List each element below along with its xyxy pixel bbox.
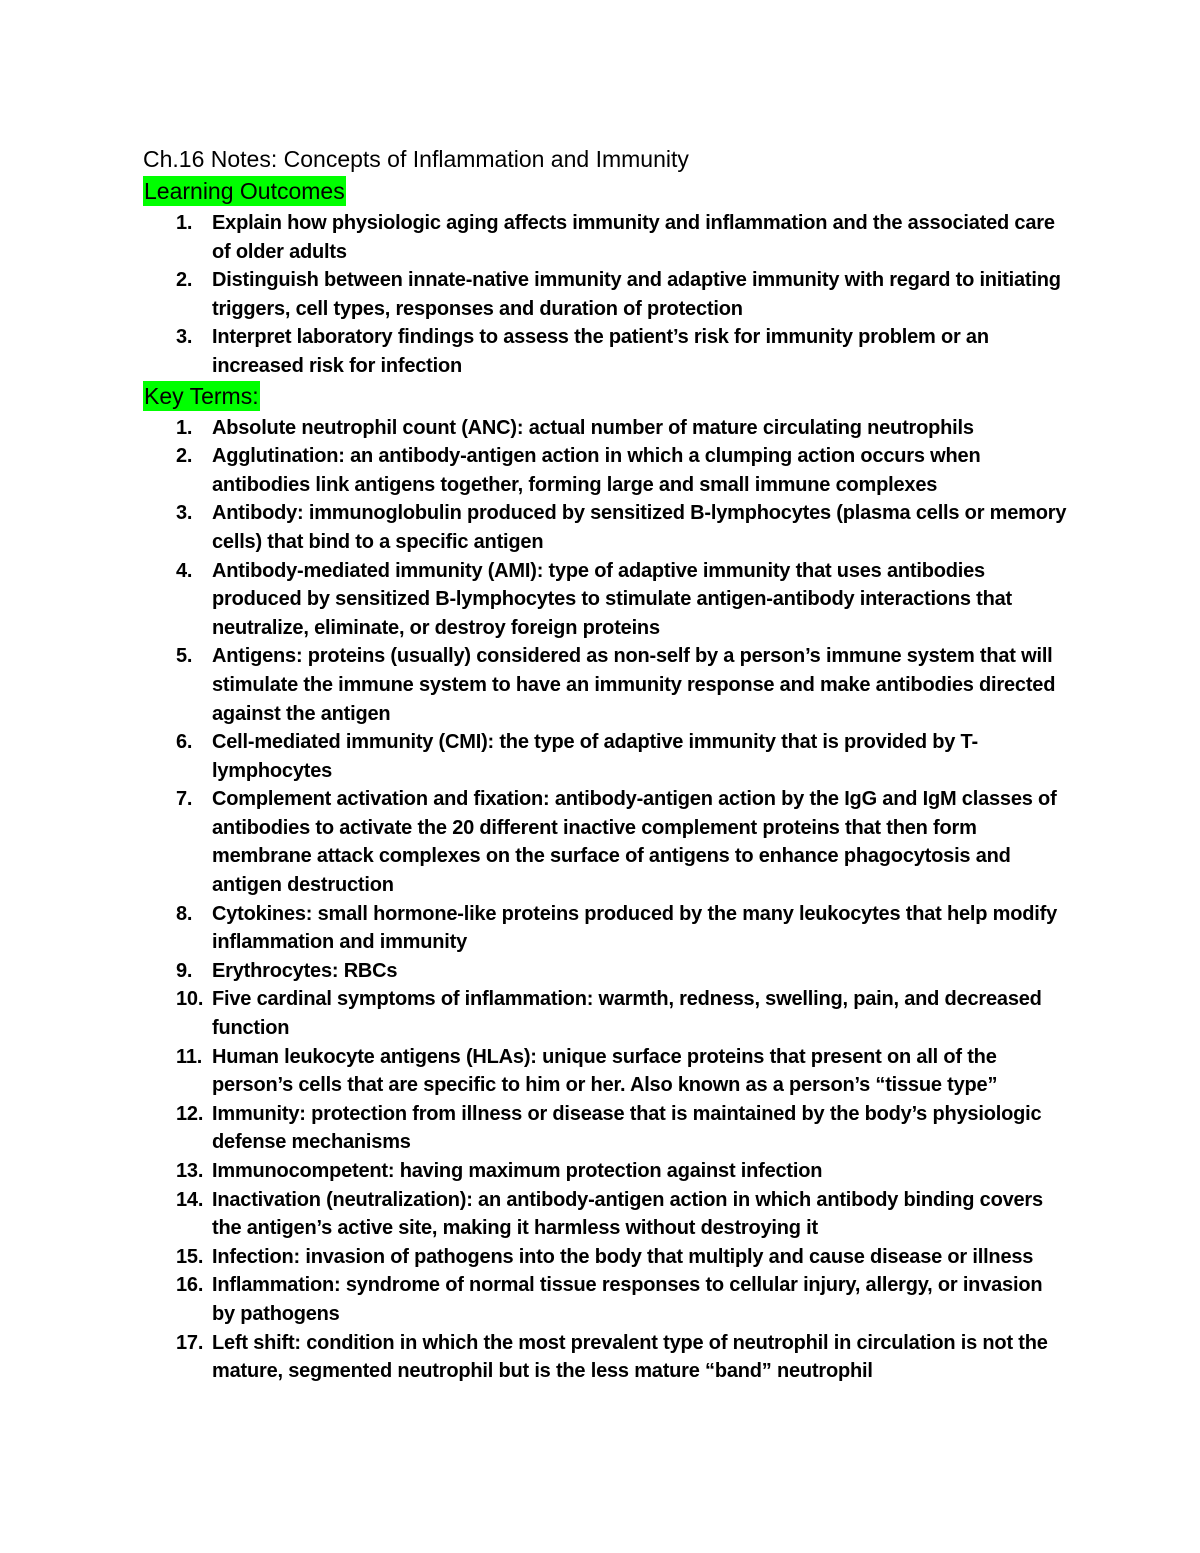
item-text: Immunity: protection from illness or disease that is maintained by the body’s physiologic defense mechanisms [212,1102,1042,1154]
item-number: 6. [176,731,193,754]
learning-outcomes-heading: Learning Outcomes [144,178,345,204]
item-number: 13. [176,1160,204,1182]
item-text: Left shift: condition in which the most prevalent type of neutrophil in circulation is not the mature, segmented neutrophil but is the less mature “band” neutrophil [212,1331,1048,1383]
list-item [143,900,1070,957]
item-text: Inactivation (neutralization): an antibody-antigen action in which antibody binding covers the antigen’s active site, making it harmless without destroying it [212,1188,1043,1240]
list-item [143,1186,1070,1243]
item-text: Antigens: proteins (usually) considered as non-self by a person’s immune system that will stimulate the immune system to have an immunity response and make antibodies directed against the antigen [212,645,1056,725]
item-text: Antibody: immunoglobulin produced by sensitized B-lymphocytes (plasma cells or memory cells) that bind to a specific antigen [212,502,1067,553]
list-item [143,642,1070,728]
item-text: Absolute neutrophil count (ANC): actual number of mature circulating neutrophils [212,416,974,439]
list-item [143,209,1070,266]
list-item [143,323,1070,380]
list-item [143,728,1070,785]
list-item [143,557,1070,643]
item-text: Cytokines: small hormone-like proteins produced by the many leukocytes that help modify inflammation and immunity [212,902,1058,954]
item-text: Five cardinal symptoms of inflammation: warmth, redness, swelling, pain, and decreased function [212,988,1042,1040]
item-text: Immunocompetent: having maximum protection against infection [212,1160,823,1182]
list-item [143,1100,1070,1157]
item-text: Cell-mediated immunity (CMI): the type of adaptive immunity that is provided by T-lymphocytes [212,731,978,782]
item-text: Complement activation and fixation: antibody-antigen action by the IgG and IgM classes of antibodies to activate the 20 different inactive complement proteins that then form membrane attack complexes on the surface of antigens to enhance phagocytosis and antigen destruction [212,788,1057,897]
list-item [143,785,1070,899]
item-number: 9. [176,959,193,982]
list-item [143,266,1070,323]
item-number: 3. [176,326,193,349]
item-number: 14. [176,1188,204,1211]
item-text: Explain how physiologic aging affects immunity and inflammation and the associated care of older adults [212,212,1055,263]
list-item [143,1157,1070,1186]
list-item [143,985,1070,1042]
key-terms-list [143,414,1070,1386]
item-text: Interpret laboratory findings to assess the patient’s risk for immunity problem or an increased risk for infection [212,326,989,377]
key-terms-heading: Key Terms: [144,382,259,409]
item-number: 15. [176,1245,204,1268]
key-terms-heading-row [143,381,1070,414]
item-number: 3. [176,502,193,525]
item-number: 1. [176,212,193,234]
item-number: 11. [176,1045,203,1068]
list-item [143,1271,1070,1328]
list-item [143,1329,1070,1386]
item-text: Human leukocyte antigens (HLAs): unique surface proteins that present on all of the person’s cells that are specific to him or her. Also known as a person’s “tissue type” [212,1045,998,1097]
item-number: 17. [176,1331,204,1354]
list-item [143,1243,1070,1272]
list-item [143,1043,1070,1100]
item-text: Antibody-mediated immunity (AMI): type of adaptive immunity that uses antibodies produced by sensitized B-lymphocytes to stimulate antigen-antibody interactions that neutralize, eliminate, or destroy foreign proteins [212,559,1012,639]
item-number: 10. [176,988,204,1011]
item-number: 5. [176,645,193,668]
item-text: Infection: invasion of pathogens into the body that multiply and cause disease or illness [212,1245,1034,1268]
item-number: 2. [176,269,193,292]
item-number: 12. [176,1102,204,1125]
list-item [143,957,1070,986]
item-number: 4. [176,559,193,582]
item-number: 2. [176,445,193,468]
item-number: 1. [176,416,193,439]
learning-outcomes-list [143,209,1070,381]
item-text: Distinguish between innate-native immunity and adaptive immunity with regard to initiating triggers, cell types, responses and duration of protection [212,269,1061,320]
list-item [143,442,1070,499]
item-number: 16. [176,1274,204,1297]
learning-outcomes-heading-row [143,176,1070,209]
page-title: Ch.16 Notes: Concepts of Inflammation and Immunity [143,146,689,172]
item-text: Agglutination: an antibody-antigen action in which a clumping action occurs when antibodies link antigens together, forming large and small immune complexes [212,445,981,496]
item-text: Erythrocytes: RBCs [212,959,398,982]
item-number: 7. [176,788,193,811]
list-item [143,499,1070,556]
list-item [143,414,1070,443]
item-number: 8. [176,902,193,925]
item-text: Inflammation: syndrome of normal tissue responses to cellular injury, allergy, or invasion by pathogens [212,1274,1043,1325]
